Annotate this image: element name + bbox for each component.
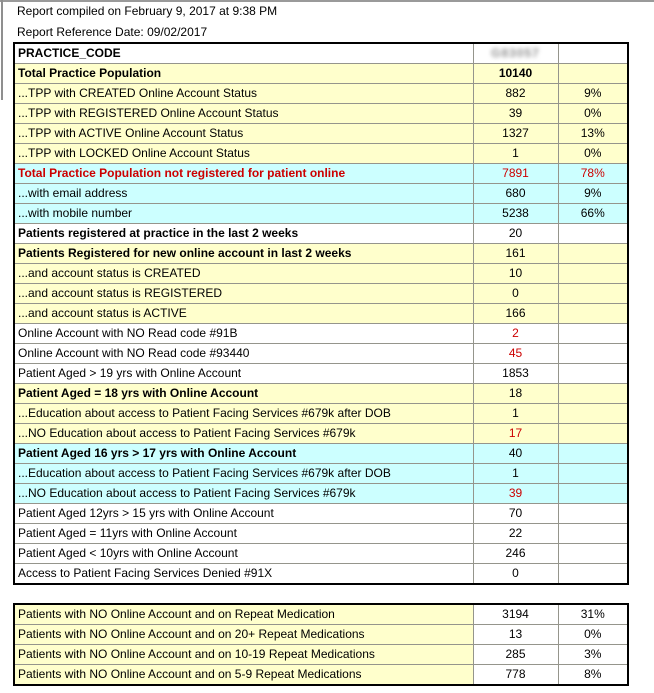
report-reference-date-text: Report Reference Date: 09/02/2017 [17, 25, 208, 39]
table-row [14, 544, 628, 564]
table-row [14, 645, 628, 665]
row-label: Online Account with NO Read code #93440 [14, 344, 473, 364]
row-percent [558, 564, 628, 585]
row-value: 1853 [473, 364, 558, 384]
row-percent: 0% [558, 625, 628, 645]
row-value: 13 [473, 625, 558, 645]
practice-report-table [13, 42, 629, 585]
row-label: Patients registered at practice in the last 2 weeks [14, 224, 473, 244]
row-label: ...and account status is REGISTERED [14, 284, 473, 304]
row-value: 1 [473, 404, 558, 424]
row-percent [558, 284, 628, 304]
row-percent [558, 304, 628, 324]
row-label: ...with mobile number [14, 204, 473, 224]
row-label: Patient Aged = 11yrs with Online Account [14, 524, 473, 544]
table-row [14, 284, 628, 304]
row-value: 246 [473, 544, 558, 564]
row-value: 285 [473, 645, 558, 665]
row-percent: 78% [558, 164, 628, 184]
table-row [14, 344, 628, 364]
row-value: 0 [473, 564, 558, 585]
row-label: Patient Aged = 18 yrs with Online Account [14, 384, 473, 404]
repeat-medications-table-body [14, 604, 628, 685]
row-label: Patients Registered for new online account in last 2 weeks [14, 244, 473, 264]
row-percent: 13% [558, 124, 628, 144]
row-value: 70 [473, 504, 558, 524]
row-percent: 9% [558, 84, 628, 104]
table-row [14, 224, 628, 244]
row-label: ...with email address [14, 184, 473, 204]
row-value: 17 [473, 424, 558, 444]
row-value: 166 [473, 304, 558, 324]
row-label: Patient Aged < 10yrs with Online Account [14, 544, 473, 564]
row-value: 39 [473, 104, 558, 124]
redacted-text: G83057 [491, 46, 540, 60]
table-row [14, 604, 628, 625]
row-value: 39 [473, 484, 558, 504]
row-value: 7891 [473, 164, 558, 184]
row-label: ...Education about access to Patient Facing Services #679k after DOB [14, 404, 473, 424]
row-value: 1 [473, 144, 558, 164]
row-label: Total Practice Population [14, 64, 473, 84]
left-edge-line [1, 0, 3, 100]
row-value: 680 [473, 184, 558, 204]
table-row [14, 264, 628, 284]
row-label: PRACTICE_CODE [14, 43, 473, 64]
row-percent [558, 384, 628, 404]
row-percent: 3% [558, 645, 628, 665]
row-percent: 31% [558, 604, 628, 625]
row-percent [558, 43, 628, 64]
table-row [14, 364, 628, 384]
table-row [14, 43, 628, 64]
row-label: ...NO Education about access to Patient Facing Services #679k [14, 484, 473, 504]
row-value: 2 [473, 324, 558, 344]
row-label: ...Education about access to Patient Facing Services #679k after DOB [14, 464, 473, 484]
row-label: Patients with NO Online Account and on 10-19 Repeat Medications [14, 645, 473, 665]
row-value: 778 [473, 665, 558, 686]
row-percent [558, 484, 628, 504]
row-label: Total Practice Population not registered for patient online [14, 164, 473, 184]
row-percent [558, 324, 628, 344]
table-row [14, 524, 628, 544]
row-value: 161 [473, 244, 558, 264]
row-label: ...TPP with ACTIVE Online Account Status [14, 124, 473, 144]
row-percent [558, 464, 628, 484]
row-label: Patient Aged > 19 yrs with Online Account [14, 364, 473, 384]
row-value: 5238 [473, 204, 558, 224]
row-percent: 66% [558, 204, 628, 224]
row-label: ...TPP with REGISTERED Online Account Status [14, 104, 473, 124]
row-value: 0 [473, 284, 558, 304]
row-value: 20 [473, 224, 558, 244]
row-label: ...and account status is ACTIVE [14, 304, 473, 324]
row-label: Online Account with NO Read code #91B [14, 324, 473, 344]
table-row [14, 144, 628, 164]
table-row [14, 404, 628, 424]
row-value: 45 [473, 344, 558, 364]
row-value: 882 [473, 84, 558, 104]
row-label: Access to Patient Facing Services Denied #91X [14, 564, 473, 585]
row-percent [558, 64, 628, 84]
table-row [14, 564, 628, 585]
row-percent: 0% [558, 104, 628, 124]
report-compiled-text: Report compiled on February 9, 2017 at 9:38 PM [17, 4, 278, 18]
table-row [14, 164, 628, 184]
table-row [14, 665, 628, 686]
row-label: Patient Aged 12yrs > 15 yrs with Online Account [14, 504, 473, 524]
row-label: ...and account status is CREATED [14, 264, 473, 284]
table-row [14, 104, 628, 124]
table-row [14, 464, 628, 484]
row-percent [558, 524, 628, 544]
row-value: 18 [473, 384, 558, 404]
repeat-medications-table [13, 603, 629, 686]
table-row [14, 84, 628, 104]
row-label: ...TPP with CREATED Online Account Status [14, 84, 473, 104]
row-value: 3194 [473, 604, 558, 625]
row-value: 10140 [473, 64, 558, 84]
row-label: Patients with NO Online Account and on 5-9 Repeat Medications [14, 665, 473, 686]
table-row [14, 444, 628, 464]
row-value: 1327 [473, 124, 558, 144]
row-label: ...NO Education about access to Patient Facing Services #679k [14, 424, 473, 444]
row-value: 1 [473, 464, 558, 484]
row-percent [558, 544, 628, 564]
row-value: 10 [473, 264, 558, 284]
row-percent [558, 424, 628, 444]
row-percent [558, 244, 628, 264]
row-label: Patients with NO Online Account and on 20+ Repeat Medications [14, 625, 473, 645]
row-percent: 8% [558, 665, 628, 686]
row-percent [558, 364, 628, 384]
table-row [14, 484, 628, 504]
table-row [14, 184, 628, 204]
row-percent: 9% [558, 184, 628, 204]
row-value: 22 [473, 524, 558, 544]
row-percent [558, 444, 628, 464]
table-row [14, 324, 628, 344]
row-percent [558, 504, 628, 524]
row-label: Patient Aged 16 yrs > 17 yrs with Online Account [14, 444, 473, 464]
row-percent [558, 224, 628, 244]
row-percent: 0% [558, 144, 628, 164]
table-row [14, 64, 628, 84]
practice-report-table-body [14, 43, 628, 584]
table-row [14, 625, 628, 645]
row-label: ...TPP with LOCKED Online Account Status [14, 144, 473, 164]
table-row [14, 504, 628, 524]
table-row [14, 424, 628, 444]
table-row [14, 204, 628, 224]
row-percent [558, 404, 628, 424]
table-row [14, 304, 628, 324]
table-row [14, 244, 628, 264]
practice-code-redacted-value [473, 43, 558, 64]
row-value: 40 [473, 444, 558, 464]
table-row [14, 384, 628, 404]
top-edge-line [0, 0, 654, 2]
row-percent [558, 344, 628, 364]
table-row [14, 124, 628, 144]
row-label: Patients with NO Online Account and on Repeat Medication [14, 604, 473, 625]
row-percent [558, 264, 628, 284]
